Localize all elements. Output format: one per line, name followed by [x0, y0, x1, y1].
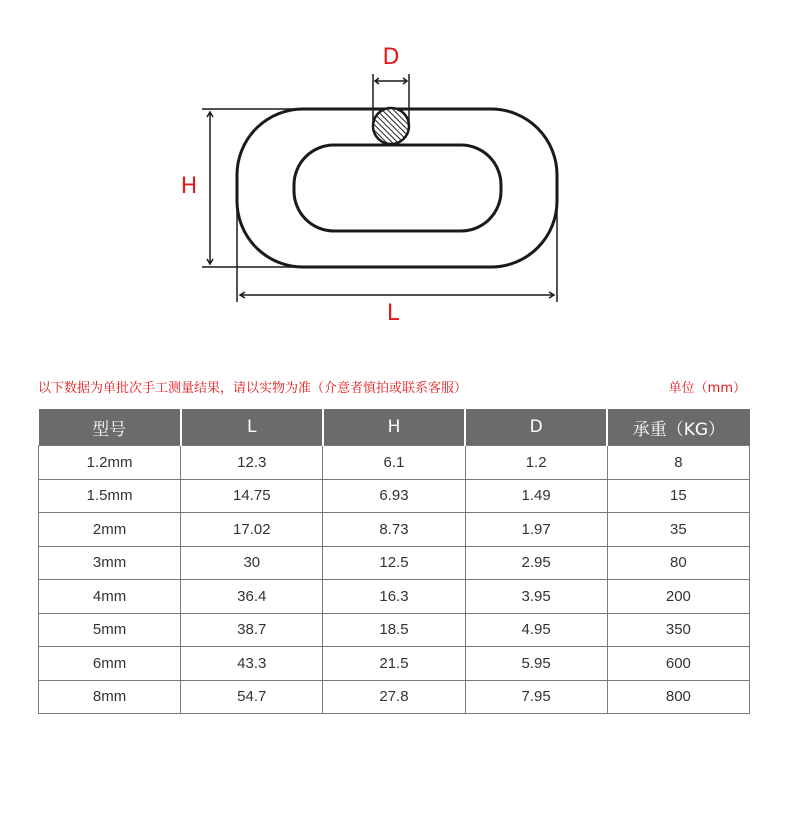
cell-d: 1.49 [465, 479, 607, 513]
table-row [39, 479, 750, 513]
cell-d: 1.97 [465, 513, 607, 547]
cell-l: 12.3 [181, 446, 323, 480]
spec-table [38, 409, 750, 714]
header-l: L [181, 409, 323, 446]
table-row [39, 680, 750, 714]
cell-l: 54.7 [181, 680, 323, 714]
table-row [39, 613, 750, 647]
table-row [39, 580, 750, 614]
cell-load: 35 [607, 513, 749, 547]
cell-load: 80 [607, 546, 749, 580]
cell-h: 18.5 [323, 613, 465, 647]
cell-d: 1.2 [465, 446, 607, 480]
unit-label: 单位（mm） [668, 381, 746, 396]
wire-cross-section [373, 108, 409, 144]
table-row [39, 647, 750, 681]
cell-load: 350 [607, 613, 749, 647]
cell-l: 14.75 [181, 479, 323, 513]
cell-model: 2mm [39, 513, 181, 547]
cell-load: 600 [607, 647, 749, 681]
table-row [39, 546, 750, 580]
l-label: L [386, 301, 400, 326]
cell-load: 200 [607, 580, 749, 614]
cell-h: 6.93 [323, 479, 465, 513]
measurement-note-row [38, 379, 750, 399]
cell-h: 12.5 [323, 546, 465, 580]
cell-model: 1.2mm [39, 446, 181, 480]
h-label: H [180, 174, 198, 199]
l-dimension [237, 188, 557, 302]
cell-model: 3mm [39, 546, 181, 580]
cell-l: 36.4 [181, 580, 323, 614]
cell-d: 4.95 [465, 613, 607, 647]
measurement-disclaimer: 以下数据为单批次手工测量结果，请以实物为准（介意者慎拍或联系客服） [38, 381, 468, 396]
header-d: D [465, 409, 607, 446]
spec-table-header [39, 409, 750, 446]
table-row [39, 513, 750, 547]
cell-l: 38.7 [181, 613, 323, 647]
cell-h: 21.5 [323, 647, 465, 681]
header-h: H [323, 409, 465, 446]
chain-link-diagram [0, 0, 790, 340]
header-load: 承重（KG） [607, 409, 749, 446]
d-label: D [382, 45, 400, 70]
cell-model: 1.5mm [39, 479, 181, 513]
link-inner-outline [294, 145, 501, 231]
cell-d: 7.95 [465, 680, 607, 714]
cell-model: 8mm [39, 680, 181, 714]
cell-h: 16.3 [323, 580, 465, 614]
cell-d: 2.95 [465, 546, 607, 580]
cell-model: 5mm [39, 613, 181, 647]
cell-l: 43.3 [181, 647, 323, 681]
cell-model: 4mm [39, 580, 181, 614]
cell-l: 30 [181, 546, 323, 580]
cell-model: 6mm [39, 647, 181, 681]
cell-h: 27.8 [323, 680, 465, 714]
cell-load: 8 [607, 446, 749, 480]
cell-h: 6.1 [323, 446, 465, 480]
header-model: 型号 [39, 409, 181, 446]
cell-load: 15 [607, 479, 749, 513]
cell-h: 8.73 [323, 513, 465, 547]
cell-load: 800 [607, 680, 749, 714]
cell-d: 5.95 [465, 647, 607, 681]
table-row [39, 446, 750, 480]
cell-d: 3.95 [465, 580, 607, 614]
cell-l: 17.02 [181, 513, 323, 547]
